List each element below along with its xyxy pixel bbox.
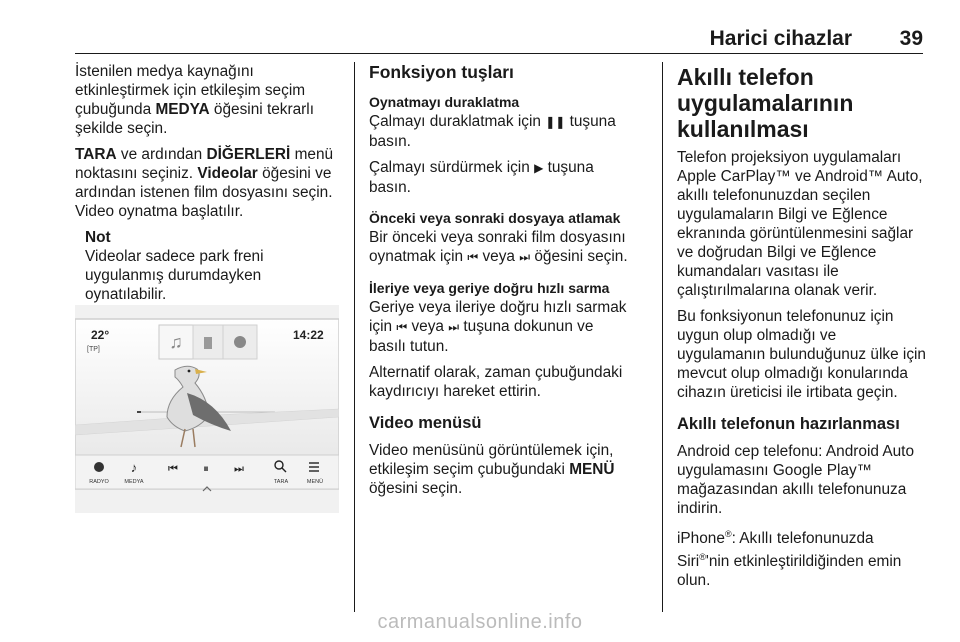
next-track-icon[interactable]: ⏭ <box>234 463 244 475</box>
note-box <box>85 228 345 304</box>
paragraph-slider: Alternatif olarak, zaman çubuğundaki kaydırıcıyı hareket ettirin. <box>369 364 623 400</box>
play-icon: ▶ <box>534 161 544 175</box>
fast-wind-subheading: İleriye veya geriye doğru hızlı sarma <box>369 280 610 296</box>
previous-track-icon[interactable]: ⏮ <box>168 463 178 475</box>
svg-text:♫: ♫ <box>169 332 183 352</box>
previous-track-icon: ⏮ <box>396 320 408 334</box>
paragraph-videos: TARA ve ardından DİĞERLERİ menü noktasını seçiniz. Videolar öğesini ve ardından istenen film dosyasını seçin. Video oynatma başlatılır. <box>75 146 334 220</box>
page-number: 39 <box>899 27 923 50</box>
svg-text:TARA: TARA <box>273 479 289 485</box>
column-divider-2 <box>662 62 663 612</box>
temperature-readout: 22° <box>91 328 110 342</box>
paragraph-media-source: İstenilen medya kaynağını etkinleştirmek için etkileşim seçim çubuğunda MEDYA öğesini tekrarlı şekilde seçin. <box>75 63 314 137</box>
svg-text:MEDYA: MEDYA <box>124 479 144 485</box>
svg-text:MENÜ: MENÜ <box>306 479 324 485</box>
video-menu-heading: Video menüsü <box>369 414 482 432</box>
infotainment-screen-image <box>75 305 339 513</box>
pause-icon: ❚❚ <box>545 115 566 129</box>
paragraph-video-menu: Video menüsünü görüntülemek için, etkileşim seçim çubuğundaki MENÜ öğesini seçin. <box>369 442 615 497</box>
column-2 <box>369 62 634 505</box>
paragraph-resume: Çalmayı sürdürmek için ▶ tuşuna basın. <box>369 159 594 196</box>
paragraph-compatibility: Bu fonksiyonun telefonunuz için uygun olup olmadığı ve uygulamanın bulunduğunuz ülke için mevcut olup olmadığı konularında cihazın üreticisi ile irtibata geçin. <box>677 308 926 401</box>
pause-icon[interactable]: ⏸ <box>203 463 209 475</box>
skip-file-subheading: Önceki veya sonraki dosyaya atlamak <box>369 210 621 226</box>
smartphone-apps-heading: Akıllı telefon uygulamalarının kullanılması <box>677 64 854 142</box>
tp-indicator: [TP] <box>87 346 100 353</box>
column-divider-1 <box>354 62 355 612</box>
header-rule <box>75 53 923 54</box>
svg-text:♪: ♪ <box>130 460 138 475</box>
svg-text:RADYO: RADYO <box>89 479 109 485</box>
next-track-icon: ⏭ <box>448 320 460 334</box>
pause-playback-subheading: Oynatmayı duraklatma <box>369 94 520 110</box>
function-keys-heading: Fonksiyon tuşları <box>369 62 514 82</box>
paragraph-iphone: iPhone®: Akıllı telefonunuzda Siri®'nin etkinleştirildiğinden emin olun. <box>677 529 902 590</box>
paragraph-pause: Çalmayı duraklatmak için ❚❚ tuşuna basın. <box>369 113 616 150</box>
clock-readout: 14:22 <box>293 328 324 342</box>
watermark-footer: carmanualsonline.info <box>377 611 583 633</box>
note-title: Not <box>85 229 111 246</box>
paragraph-skip: Bir önceki veya sonraki film dosyasını oynatmak için ⏮ veya ⏭ öğesini seçin. <box>369 229 628 265</box>
paragraph-fast-wind: Geriye veya ileriye doğru hızlı sarmak için ⏮ veya ⏭ tuşuna dokunun ve basılı tutun. <box>369 299 627 355</box>
note-text: Videolar sadece park freni uygulanmış durumdayken oynatılabilir. <box>85 248 264 303</box>
column-1 <box>75 62 345 304</box>
previous-track-icon: ⏮ <box>467 250 479 264</box>
paragraph-projection: Telefon projeksiyon uygulamaları Apple CarPlay™ ve Android™ Auto, akıllı telefonunuzdan seçilen uygulamaların Bilgi ve Eğlence ekranında görüntülenmesini sağlar ve doğrudan Bilgi ve Eğlence kumandaları vasıtası ile çalıştırılmalarına olanak verir. <box>677 149 923 299</box>
page-header-title: Harici cihazlar <box>709 27 852 50</box>
media-tabs <box>159 325 257 359</box>
smartphone-prep-heading: Akıllı telefonun hazırlanması <box>677 415 900 433</box>
column-3 <box>677 62 927 597</box>
paragraph-android: Android cep telefonu: Android Auto uygulamasını Google Play™ mağazasından akıllı telefonunuza indirin. <box>677 443 915 517</box>
next-track-icon: ⏭ <box>519 250 531 264</box>
